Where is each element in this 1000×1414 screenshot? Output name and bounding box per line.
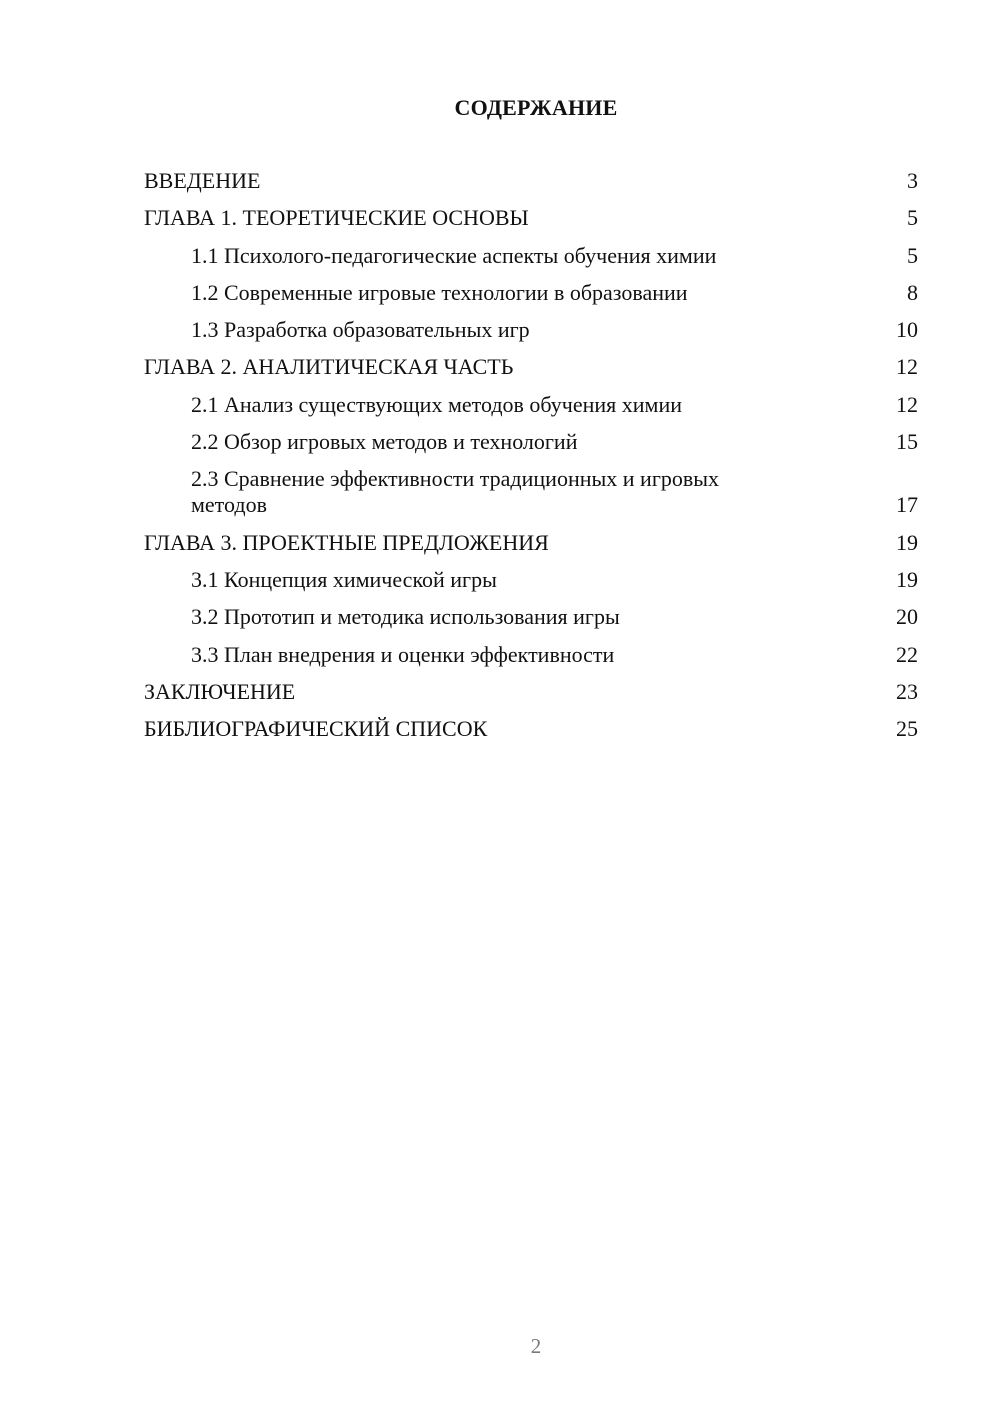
toc-entry-section-2-3[interactable] bbox=[144, 466, 918, 518]
toc-entry-page: 8 bbox=[907, 279, 918, 305]
toc-entry-section-2-2[interactable] bbox=[144, 429, 918, 455]
toc-entry-introduction[interactable] bbox=[144, 168, 918, 194]
toc-entry-conclusion[interactable] bbox=[144, 679, 918, 705]
toc-entry-section-3-1[interactable] bbox=[144, 567, 918, 593]
toc-entry-label: ГЛАВА 2. АНАЛИТИЧЕСКАЯ ЧАСТЬ bbox=[144, 354, 514, 380]
toc-entry-label: ЗАКЛЮЧЕНИЕ bbox=[144, 678, 296, 704]
toc-entry-page: 5 bbox=[907, 205, 918, 231]
table-of-contents bbox=[144, 168, 918, 753]
toc-entry-page: 10 bbox=[896, 317, 918, 343]
toc-entry-label: БИБЛИОГРАФИЧЕСКИЙ СПИСОК bbox=[144, 716, 488, 742]
toc-entry-page: 22 bbox=[896, 641, 918, 667]
toc-entry-label: ГЛАВА 1. ТЕОРЕТИЧЕСКИЕ ОСНОВЫ bbox=[144, 205, 529, 231]
toc-entry-section-1-1[interactable] bbox=[144, 243, 918, 269]
toc-entry-label: ГЛАВА 3. ПРОЕКТНЫЕ ПРЕДЛОЖЕНИЯ bbox=[144, 529, 549, 555]
toc-entry-chapter-1[interactable] bbox=[144, 205, 918, 231]
toc-entry-section-1-2[interactable] bbox=[144, 280, 918, 306]
toc-entry-label: ВВЕДЕНИЕ bbox=[144, 168, 261, 193]
toc-entry-section-3-2[interactable] bbox=[144, 604, 918, 630]
toc-entry-label: 1.1 Психолого-педагогические аспекты обучения химии bbox=[191, 242, 717, 268]
toc-entry-label: 2.3 Сравнение эффективности традиционных и игровых методов bbox=[191, 466, 720, 518]
toc-entry-section-1-3[interactable] bbox=[144, 317, 918, 343]
toc-entry-section-3-3[interactable] bbox=[144, 642, 918, 668]
toc-entry-label: 1.3 Разработка образовательных игр bbox=[191, 317, 530, 343]
toc-entry-chapter-2[interactable] bbox=[144, 354, 918, 380]
toc-entry-page: 5 bbox=[907, 242, 918, 268]
toc-entry-page: 19 bbox=[896, 566, 918, 592]
toc-entry-page: 23 bbox=[896, 678, 918, 704]
toc-entry-page: 20 bbox=[896, 604, 918, 630]
toc-entry-label: 2.1 Анализ существующих методов обучения химии bbox=[191, 391, 683, 417]
toc-entry-label: 3.3 План внедрения и оценки эффективности bbox=[191, 641, 615, 667]
page-title: СОДЕРЖАНИЕ bbox=[454, 95, 618, 120]
toc-entry-chapter-3[interactable] bbox=[144, 530, 918, 556]
toc-entry-page: 17 bbox=[896, 492, 918, 518]
toc-entry-label: 2.2 Обзор игровых методов и технологий bbox=[191, 429, 578, 455]
toc-entry-page: 12 bbox=[896, 391, 918, 417]
toc-entry-label: 3.1 Концепция химической игры bbox=[191, 566, 497, 592]
toc-entry-page: 19 bbox=[896, 529, 918, 555]
page-number: 2 bbox=[530, 1334, 542, 1358]
toc-entry-label: 3.2 Прототип и методика использования игры bbox=[191, 604, 620, 630]
toc-entry-page: 25 bbox=[896, 716, 918, 742]
toc-entry-page: 3 bbox=[907, 168, 918, 193]
toc-entry-label: 1.2 Современные игровые технологии в образовании bbox=[191, 279, 688, 305]
toc-entry-bibliography[interactable] bbox=[144, 716, 918, 742]
toc-entry-page: 15 bbox=[896, 429, 918, 455]
toc-entry-page: 12 bbox=[896, 354, 918, 380]
toc-entry-section-2-1[interactable] bbox=[144, 392, 918, 418]
